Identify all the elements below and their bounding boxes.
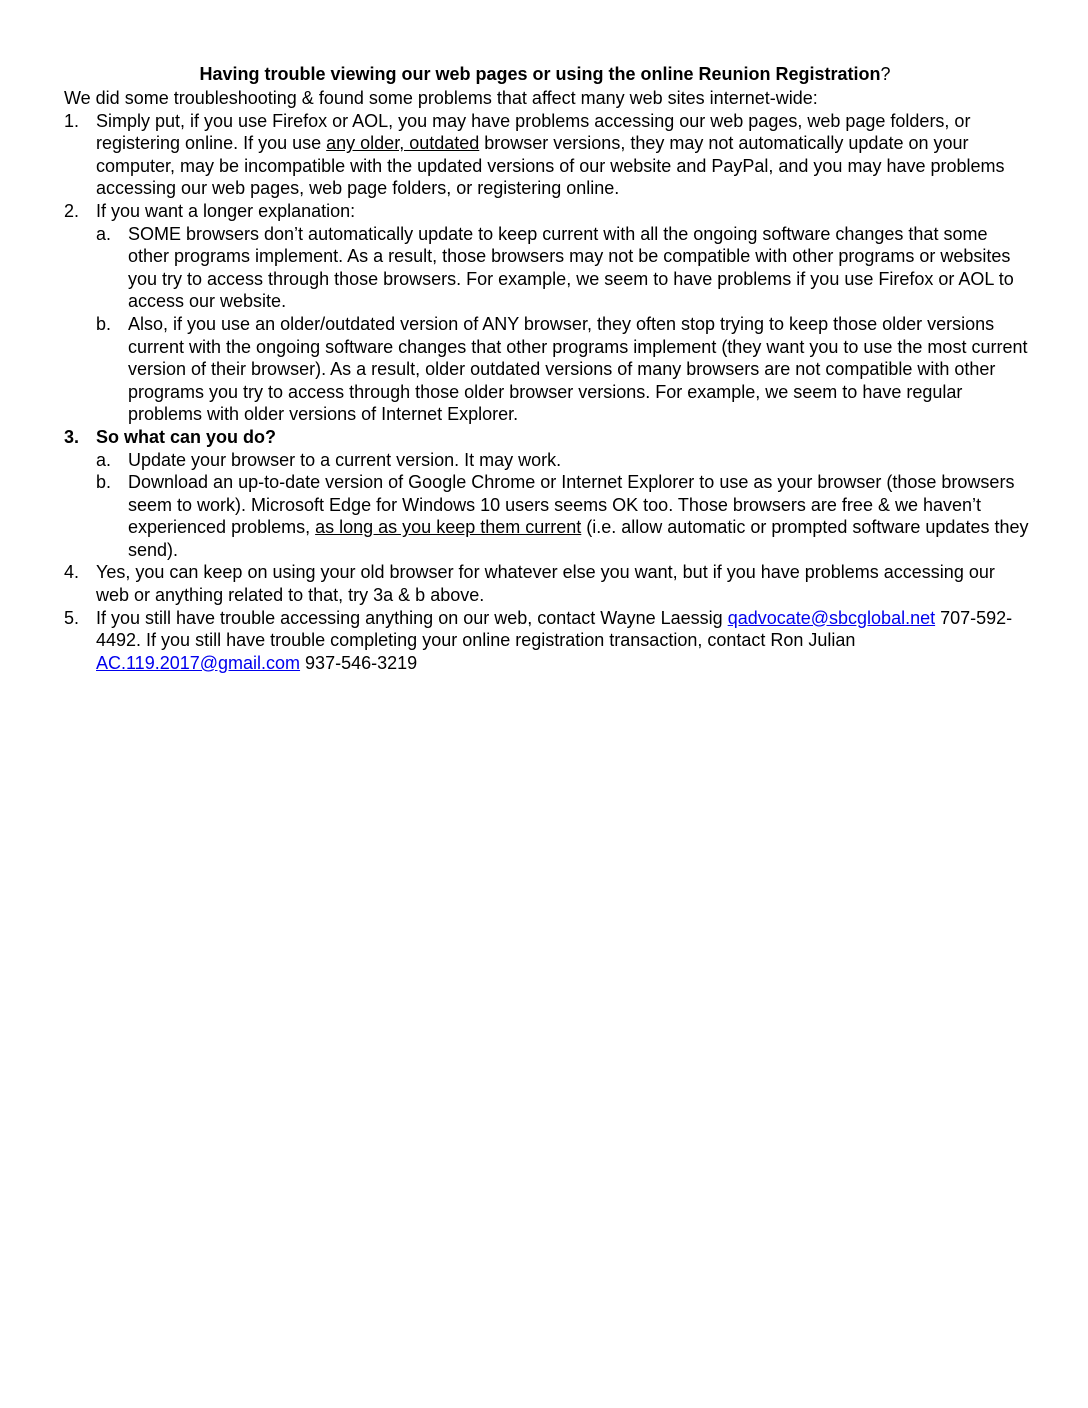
sub-letter: b. <box>96 313 112 334</box>
list-number: 5. <box>64 607 80 628</box>
sub-item-3a <box>64 449 1030 472</box>
sub-item-2a <box>64 223 1030 313</box>
item-5-text-start: If you still have trouble accessing anything on our web, contact Wayne Laessig <box>96 607 728 628</box>
sub-letter: a. <box>96 449 112 470</box>
sub-item-2a-text: SOME browsers don’t automatically update to keep current with all the ongoing software changes that some other programs implement. As a result, those browsers may not be compatible with other programs or websites you try to access through those browsers. For example, we seem to have problems if you use Firefox or AOL to access our website. <box>128 223 1014 312</box>
intro-paragraph: We did some troubleshooting & found some problems that affect many web sites internet-wide: <box>64 88 818 108</box>
list-number: 4. <box>64 562 80 583</box>
sub-item-3b-text-end: (i.e. allow automatic or prompted software updates they send). <box>128 517 1029 560</box>
sub-letter: a. <box>96 223 112 244</box>
list-item-1 <box>64 110 1030 200</box>
email-link-ron[interactable]: AC.119.2017@gmail.com <box>96 652 301 673</box>
list-number: 3. <box>64 426 80 447</box>
list-item-2 <box>64 200 1030 223</box>
item-4-text: Yes, you can keep on using your old browser for whatever else you want, but if you have problems accessing our web or anything related to that, try 3a & b above. <box>96 562 995 606</box>
sub-item-2b-text: Also, if you use an older/outdated version of ANY browser, they often stop trying to keep those older versions current with the ongoing software changes that other programs implement (they want you to use the most current version of their browser). As a result, older outdated versions of many browsers are not compatible with other programs you try to access through those older browser versions. For example, we seem to have regular problems with older versions of Internet Explorer. <box>128 313 1028 425</box>
document-body <box>64 87 1030 674</box>
sub-item-3b-underlined-phrase: as long as you keep them current <box>315 517 582 538</box>
sub-item-3a-text: Update your browser to a current version. It may work. <box>128 449 562 470</box>
item-1-text-end: browser versions, they may not automatically update on your computer, may be incompatible with the updated versions of our website and PayPal, and you may have problems accessing our web pages, web page folders, or registering online. <box>96 133 1005 199</box>
list-item-3 <box>64 426 1030 449</box>
title-bold-text: Having trouble viewing our web pages or using the online Reunion Registration <box>199 64 881 84</box>
title-question-mark: ? <box>880 64 891 84</box>
list-number: 1. <box>64 110 80 131</box>
item-5-text-end: 937-546-3219 <box>300 652 418 673</box>
list-item-4 <box>64 561 1030 606</box>
sub-letter: b. <box>96 472 112 493</box>
item-3-heading: So what can you do? <box>96 426 277 447</box>
item-2-text: If you want a longer explanation: <box>96 200 356 221</box>
email-link-wayne[interactable]: qadvocate@sbcglobal.net <box>727 607 936 628</box>
list-item-5 <box>64 607 1030 675</box>
item-1-underlined-phrase: any older, outdated <box>326 133 480 154</box>
item-5-text-middle: 707-592-4492. If you still have trouble completing your online registration transaction, contact Ron Julian <box>96 607 1013 651</box>
document-title <box>66 63 1024 85</box>
sub-item-3b <box>64 471 1030 561</box>
sub-item-2b <box>64 313 1030 426</box>
sub-item-3b-text-start: Download an up-to-date version of Google Chrome or Internet Explorer to use as your browser (those browsers seem to work). Microsoft Edge for Windows 10 users seems OK too. Those browsers are free & we haven’t experienced problems, <box>128 472 1015 538</box>
item-1-text-start: Simply put, if you use Firefox or AOL, you may have problems accessing our web pages, web page folders, or registering online. If you use <box>96 110 971 154</box>
list-number: 2. <box>64 200 80 221</box>
